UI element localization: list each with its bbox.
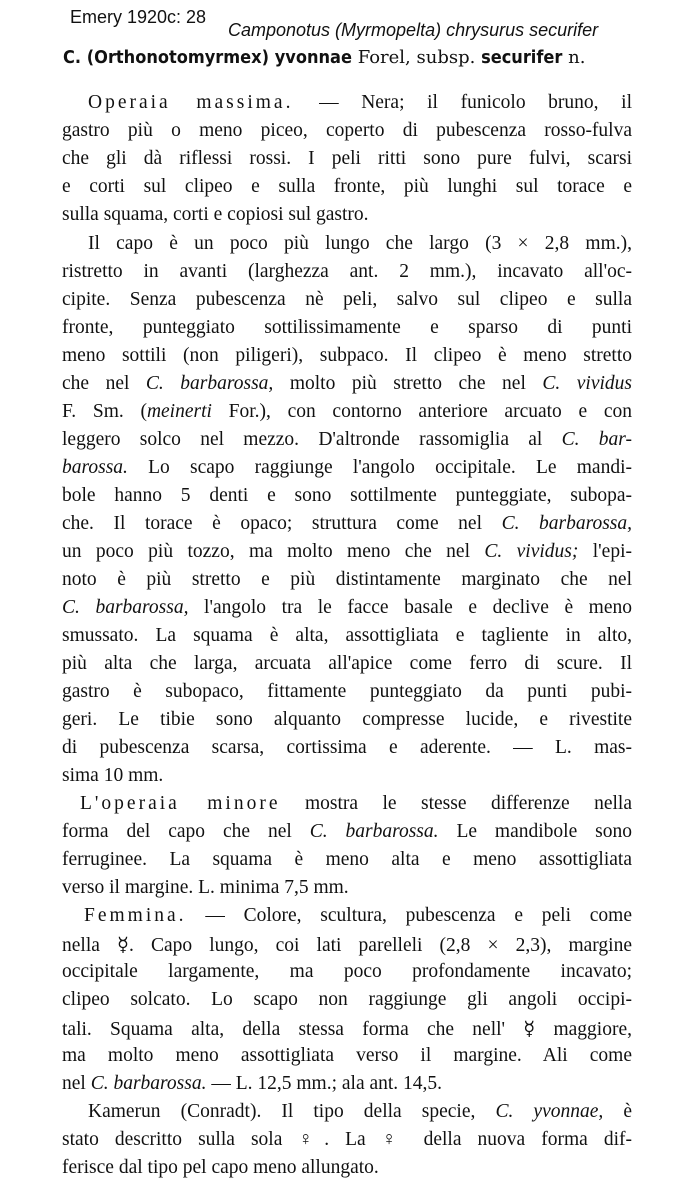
text-line: noto è più stretto e più distintamente marginato che nel (62, 569, 632, 590)
text-line: smussato. La squama è alta, assottigliata e tagliente in alto, (62, 625, 632, 646)
header-citation: Emery 1920c: 28 (70, 7, 207, 27)
text-line: stato descritto sulla sola ♀. La ♀ della nuova forma dif- (62, 1129, 632, 1150)
text-line: Kamerun (Conradt). Il tipo della specie, C. yvonnae, è (88, 1101, 632, 1122)
text-line: tali. Squama alta, della stessa forma che nell' ☿ maggiore, (62, 1019, 632, 1040)
text-line: geri. Le tibie sono alquanto compresse lucide, e rivestite (62, 709, 632, 730)
text-line: nella ☿. Capo lungo, coi lati parelleli (2,8 × 2,3), margine (62, 935, 632, 956)
text-line: un poco più tozzo, ma molto meno che nel C. vividus; l'epi- (62, 541, 633, 562)
text-line: bole hanno 5 denti e sono sottilmente punteggiate, subopa- (62, 485, 632, 506)
text-line: che gli dà riflessi rossi. I peli ritti sono pure fulvi, scarsi (62, 148, 632, 169)
taxon-heading (63, 47, 585, 68)
text-line: Operaia massima. — Nera; il funicolo bruno, il (88, 92, 633, 113)
text-line: ma molto meno assottigliata verso il margine. Ali come (62, 1045, 632, 1066)
text-line: e corti sul clipeo e sulla fronte, più lunghi sul torace e (62, 176, 632, 197)
text-line: gastro è subopaco, fittamente punteggiato da punti pubi- (62, 681, 632, 702)
heading-subspecies: securifer (481, 47, 563, 68)
text-line: meno sottili (non piligeri), subpaco. Il clipeo è meno stretto (62, 345, 632, 366)
heading-subgenus: (Orthonotomyrmex) (86, 47, 269, 68)
text-line: ristretto in avanti (larghezza ant. 2 mm.), incavato all'oc- (62, 261, 632, 282)
text-line: Il capo è un poco più lungo che largo (3 × 2,8 mm.), (88, 233, 632, 254)
text-line: Femmina. — Colore, scultura, pubescenza e peli come (84, 905, 632, 926)
text-line: verso il margine. L. minima 7,5 mm. (62, 877, 349, 898)
heading-author: Forel, subsp. (357, 47, 476, 68)
text-line: L'operaia minore mostra le stesse differenze nella (80, 793, 632, 814)
text-line: leggero solco nel mezzo. D'altronde rassomiglia al C. bar- (62, 429, 632, 450)
header-taxon: Camponotus (Myrmopelta) chrysurus securifer (228, 20, 599, 40)
text-line: cipite. Senza pubescenza nè peli, salvo sul clipeo e sulla (62, 289, 632, 310)
text-line: sulla squama, corti e copiosi sul gastro. (62, 204, 369, 225)
text-line: fronte, punteggiato sottilissimamente e sparso di punti (62, 317, 632, 338)
text-line: che nel C. barbarossa, molto più stretto che nel C. vividus (62, 373, 633, 394)
text-line: ferisce dal tipo pel capo meno allungato. (62, 1157, 379, 1178)
heading-genus: C. (63, 47, 82, 68)
text-line: forma del capo che nel C. barbarossa. Le mandibole sono (62, 821, 633, 842)
heading-status: n. (568, 47, 586, 68)
text-line: C. barbarossa, l'angolo tra le facce basale e declive è meno (62, 597, 632, 618)
text-line: più alta che larga, arcuata all'apice come ferro di scure. Il (62, 653, 632, 674)
text-line: sima 10 mm. (62, 765, 164, 786)
text-line: barossa. Lo scapo raggiunge l'angolo occipitale. Le mandi- (62, 457, 632, 478)
text-line: occipitale largamente, ma poco profondamente incavato; (62, 961, 632, 982)
heading-species: yvonnae (274, 47, 352, 68)
text-line: clipeo solcato. Lo scapo non raggiunge gli angoli occipi- (62, 989, 632, 1010)
text-line: di pubescenza scarsa, cortissima e aderente. — L. mas- (62, 737, 632, 758)
text-line: nel C. barbarossa. — L. 12,5 mm.; ala ant. 14,5. (62, 1073, 443, 1094)
text-line: ferruginee. La squama è meno alta e meno assottigliata (62, 849, 632, 870)
text-line: che. Il torace è opaco; struttura come nel C. barbarossa, (62, 513, 633, 534)
text-line: gastro più o meno piceo, coperto di pubescenza rosso-fulva (62, 120, 632, 141)
text-line: F. Sm. (meinerti For.), con contorno anteriore arcuato e con (62, 401, 632, 422)
